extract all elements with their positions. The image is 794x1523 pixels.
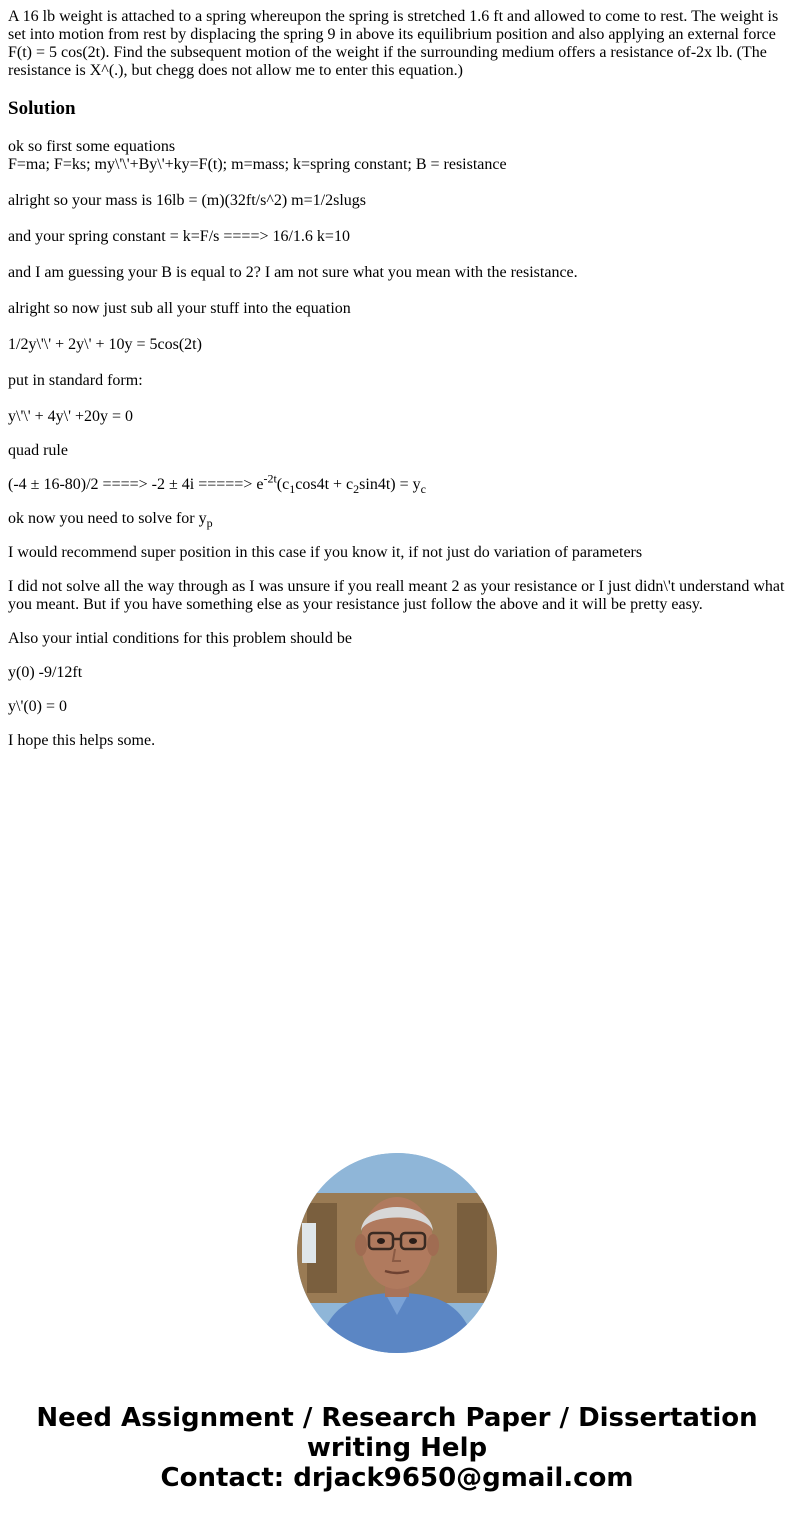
standard-form-label: put in standard form: xyxy=(8,372,143,389)
solution-body xyxy=(8,138,786,750)
subscript-c: c xyxy=(420,482,426,497)
solution-intro xyxy=(8,138,786,174)
equation-line: 1/2y\'\' + 2y\' + 10y = 5cos(2t) xyxy=(8,336,202,353)
subscript-2: 2 xyxy=(353,482,360,497)
quad-part-c: cos4t + c xyxy=(295,476,354,493)
footer-line-1: Need Assignment / Research Paper / Dissertation xyxy=(36,1403,758,1433)
footer-line-2: writing Help xyxy=(306,1433,488,1463)
initial-condition-yprime0: y\'(0) = 0 xyxy=(8,698,68,715)
guess-line: and I am guessing your B is equal to 2? I am not sure what you mean with the resistance. xyxy=(8,264,578,281)
initial-condition-y0: y(0) -9/12ft xyxy=(8,664,83,681)
particular-solution-line xyxy=(8,510,786,531)
quad-rule-equation xyxy=(8,471,786,497)
quad-rule-label: quad rule xyxy=(8,442,68,459)
closing-line: I hope this helps some. xyxy=(8,732,156,749)
exponent: -2t xyxy=(263,471,277,486)
author-portrait-image xyxy=(297,1153,497,1353)
quad-part-a: (-4 ± 16-80)/2 ====> -2 ± 4i =====> e xyxy=(8,476,264,493)
intro-line-2: F=ma; F=ks; my\'\'+By\'+ky=F(t); m=mass; k=spring constant; B = resistance xyxy=(8,156,507,173)
quad-part-b: (c xyxy=(276,476,290,493)
document-body xyxy=(8,8,786,766)
author-avatar xyxy=(297,1153,497,1353)
subscript-p: p xyxy=(206,516,213,531)
initial-conditions-label: Also your intial conditions for this problem should be xyxy=(8,630,352,647)
unsure-paragraph: I did not solve all the way through as I was unsure if you reall meant 2 as your resistance or I just didn\'t understand what you meant. But if you have something else as your resistance just follow the above and it will be pretty easy. xyxy=(8,578,785,613)
spring-line: and your spring constant = k=F/s ====> 16/1.6 k=10 xyxy=(8,228,350,245)
question-text: A 16 lb weight is attached to a spring whereupon the spring is stretched 1.6 ft and allowed to come to rest. The weight is set into motion from rest by displacing the spring 9 in above its equilibrium position and also applying an external force F(t) = 5 cos(2t). Find the subsequent motion of the weight if the surrounding medium offers a resistance of-2x lb. (The resistance is X^(.), but chegg does not allow me to enter this equation.) xyxy=(8,8,779,79)
footer-contact-banner xyxy=(0,1403,794,1493)
solution-heading: Solution xyxy=(8,98,76,119)
mass-line: alright so your mass is 16lb = (m)(32ft/s^2) m=1/2slugs xyxy=(8,192,366,209)
intro-line-1: ok so first some equations xyxy=(8,138,176,155)
quad-part-d: sin4t) = y xyxy=(359,476,421,493)
subscript-1: 1 xyxy=(289,482,296,497)
recommend-line: I would recommend super position in this case if you know it, if not just do variation of parameters xyxy=(8,544,643,561)
sub-line: alright so now just sub all your stuff into the equation xyxy=(8,300,351,317)
footer-line-3: Contact: drjack9650@gmail.com xyxy=(160,1463,634,1493)
standard-form-equation: y\'\' + 4y\' +20y = 0 xyxy=(8,408,134,425)
yp-text: ok now you need to solve for y xyxy=(8,510,207,527)
